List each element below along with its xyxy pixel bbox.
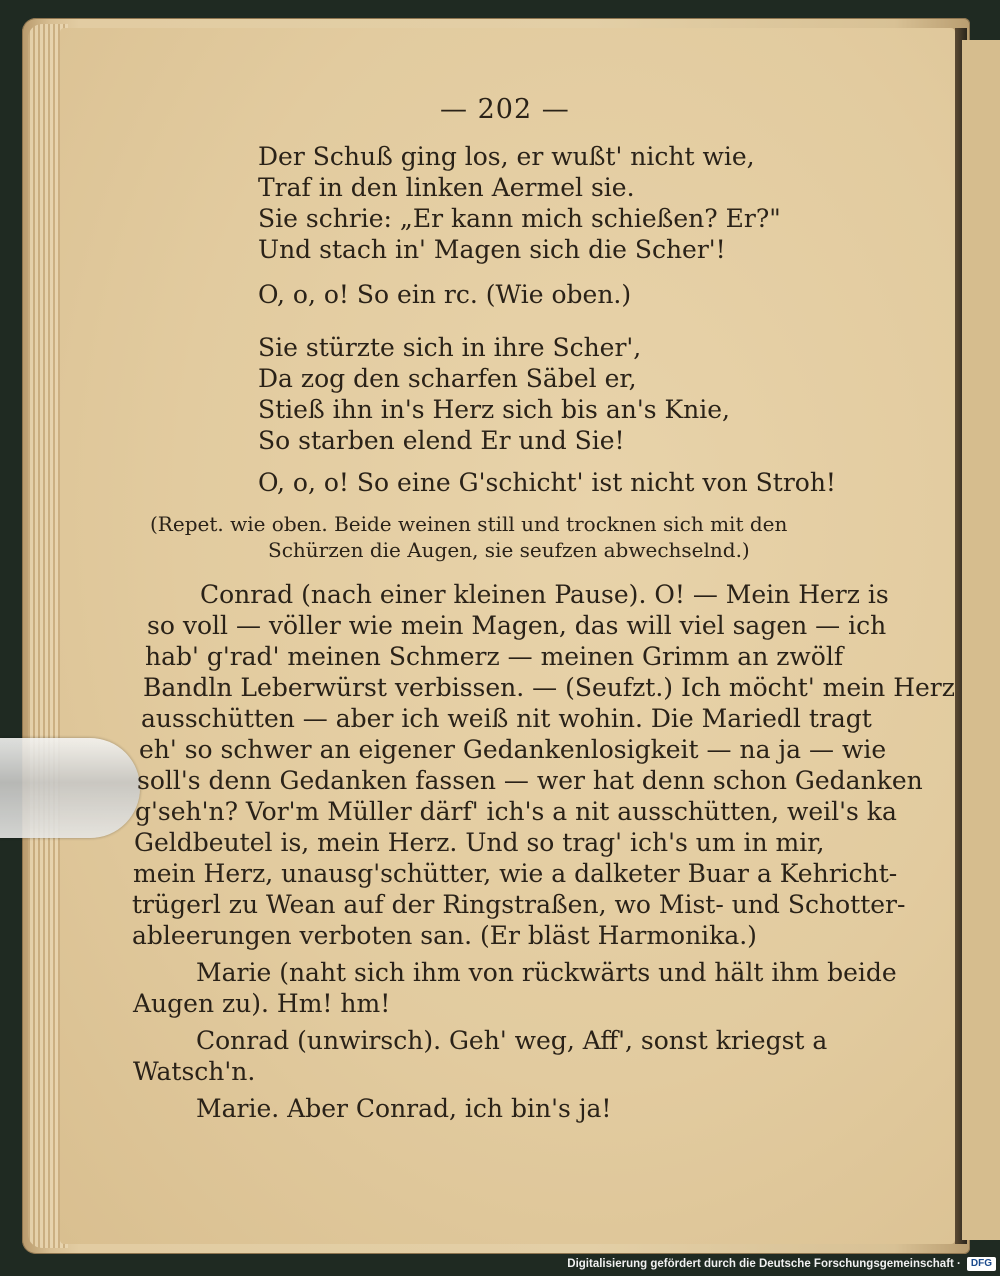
dialogue-line: Watsch'n.: [133, 1057, 256, 1086]
verse-line: Sie stürzte sich in ihre Scher',: [258, 333, 642, 362]
dialogue-line: eh' so schwer an eigener Gedankenlosigkeit — na ja — wie: [139, 735, 887, 764]
verse-line: Der Schuß ging los, er wußt' nicht wie,: [258, 142, 755, 171]
dialogue-line: hab' g'rad' meinen Schmerz — meinen Grimm an zwölf: [145, 642, 844, 671]
dialogue-line: ausschütten — aber ich weiß nit wohin. Die Mariedl tragt: [141, 704, 872, 733]
dialogue-line: so voll — völler wie mein Magen, das will viel sagen — ich: [147, 611, 887, 640]
verse-line: Da zog den scharfen Säbel er,: [258, 364, 637, 393]
dialogue-line: Marie (naht sich ihm von rückwärts und hält ihm beide: [196, 958, 897, 987]
dialogue-line: ableerungen verboten san. (Er bläst Harmonika.): [132, 921, 757, 950]
dialogue-line: mein Herz, unausg'schütter, wie a dalketer Buar a Kehricht-: [133, 859, 898, 888]
footer-text: Digitalisierung gefördert durch die Deutsche Forschungsgemeinschaft ·: [567, 1258, 961, 1270]
dfg-logo: DFG: [967, 1257, 996, 1271]
stage-direction: (Repet. wie oben. Beide weinen still und trocknen sich mit den: [150, 512, 788, 536]
dialogue-line: Conrad (unwirsch). Geh' weg, Aff', sonst kriegst a: [196, 1026, 828, 1055]
page-number: — 202 —: [440, 94, 570, 125]
dialogue-line: g'seh'n? Vor'm Müller därf' ich's a nit ausschütten, weil's ka: [135, 797, 897, 826]
verse-line: Und stach in' Magen sich die Scher'!: [258, 235, 726, 264]
refrain: O, o, o! So ein rc. (Wie oben.): [258, 280, 632, 309]
verse-line: So starben elend Er und Sie!: [258, 426, 625, 455]
footer: [567, 1256, 996, 1272]
refrain: O, o, o! So eine G'schicht' ist nicht von Stroh!: [258, 468, 836, 497]
dialogue-line: Geldbeutel is, mein Herz. Und so trag' ich's um in mir,: [134, 828, 825, 857]
dialogue-line: trügerl zu Wean auf der Ringstraßen, wo Mist- und Schotter-: [132, 890, 906, 919]
dialogue-line: Augen zu). Hm! hm!: [133, 989, 391, 1018]
verse-line: Traf in den linken Aermel sie.: [258, 173, 635, 202]
verse-line: Sie schrie: „Er kann mich schießen? Er?": [258, 204, 781, 233]
dialogue-line: Bandln Leberwürst verbissen. — (Seufzt.) Ich möcht' mein Herz: [143, 673, 955, 702]
dialogue-line: Conrad (nach einer kleinen Pause). O! — Mein Herz is: [200, 580, 889, 609]
verse-line: Stieß ihn in's Herz sich bis an's Knie,: [258, 395, 730, 424]
stage-direction: Schürzen die Augen, sie seufzen abwechselnd.): [268, 538, 750, 562]
dialogue-line: soll's denn Gedanken fassen — wer hat denn schon Gedanken: [137, 766, 923, 795]
dialogue-line: Marie. Aber Conrad, ich bin's ja!: [196, 1094, 612, 1123]
